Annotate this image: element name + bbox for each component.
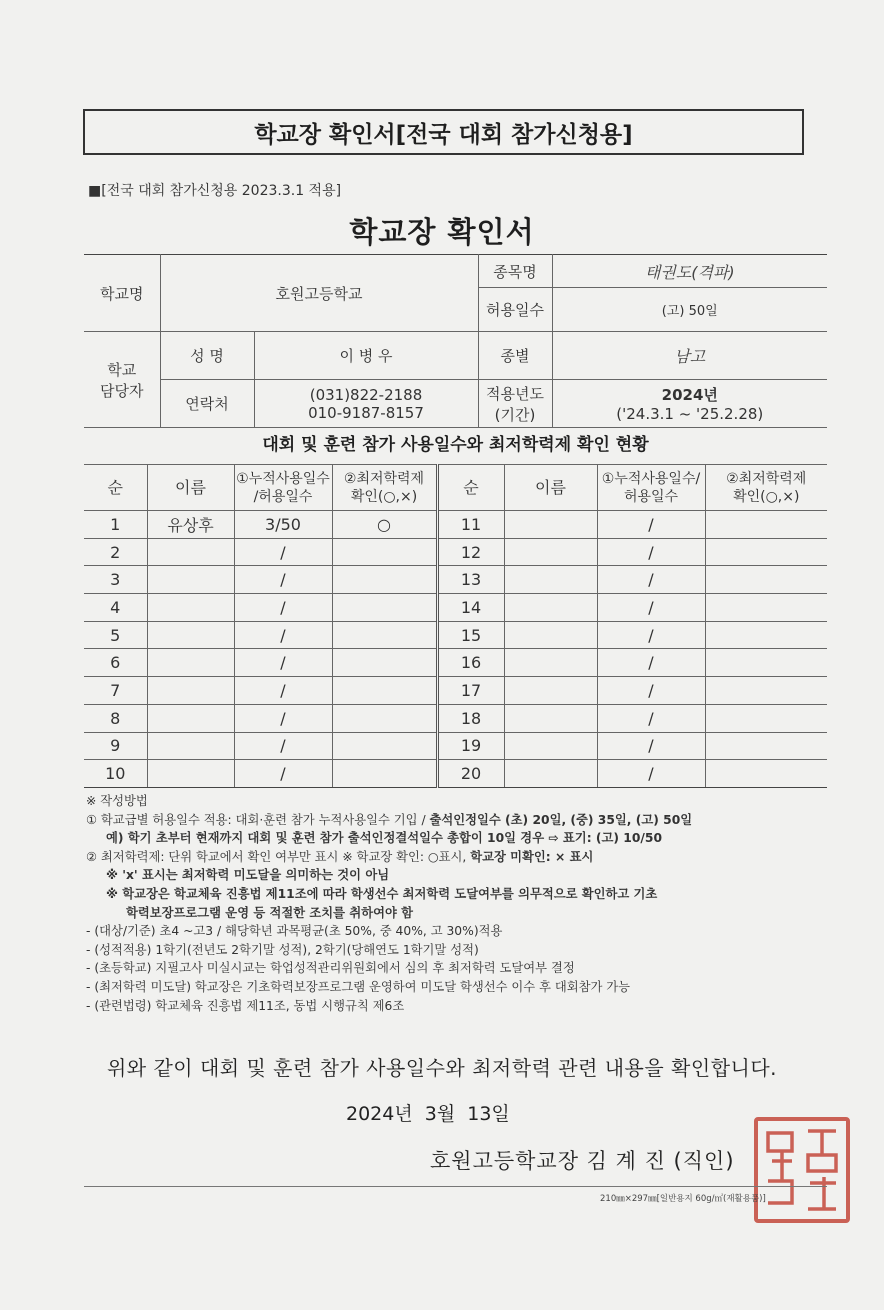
academic-check-right: [705, 677, 827, 705]
academic-check: [332, 677, 437, 705]
school-label: 학교명: [84, 255, 160, 332]
year-label: [478, 380, 552, 428]
days-used: 3/50: [234, 511, 332, 539]
staff-label-line2: 담당자: [100, 381, 144, 400]
student-name-right: [504, 649, 597, 677]
days-used: /: [234, 704, 332, 732]
row-number: 7: [84, 677, 147, 705]
days-used-right: /: [597, 621, 705, 649]
row-number: 5: [84, 621, 147, 649]
header-academic-line1: ②최저학력제: [343, 470, 425, 487]
student-name: [147, 732, 234, 760]
days-used-right: /: [597, 704, 705, 732]
row-number: 8: [84, 704, 147, 732]
row-number: 9: [84, 732, 147, 760]
student-name: [147, 538, 234, 566]
row-number: 3: [84, 566, 147, 594]
school-value: 호원고등학교: [160, 255, 478, 332]
academic-check: [332, 760, 437, 788]
student-name: [147, 621, 234, 649]
academic-check-right: [705, 594, 827, 622]
days-used: /: [234, 566, 332, 594]
year-value-cell: [552, 380, 827, 428]
days-used: /: [234, 732, 332, 760]
academic-check: [332, 732, 437, 760]
row-number: 10: [84, 760, 147, 788]
allowed-days-value: (고) 50일: [552, 288, 827, 332]
table-row: [84, 511, 827, 539]
student-name-right: [504, 760, 597, 788]
academic-check: [332, 621, 437, 649]
year-value: 2024년: [661, 386, 718, 404]
instruction-4-cont: 학력보장프로그램 운영 등 적절한 조치를 취하여야 함: [126, 905, 414, 920]
student-name-right: [504, 704, 597, 732]
student-name: 유상후: [147, 511, 234, 539]
detail-5: - (관련법령) 학교체육 진흥법 제11조, 동법 시행규칙 제6조: [86, 998, 405, 1013]
student-name: [147, 704, 234, 732]
seal-pattern-icon: [758, 1121, 846, 1219]
header-days-right: [597, 465, 705, 511]
days-used-right: /: [597, 538, 705, 566]
instructions: [86, 792, 826, 1015]
detail-4: - (최저학력 미도달) 학교장은 기초학력보장프로그램 운영하여 미도달 학생선수 이수 후 대회참가 가능: [86, 979, 631, 994]
allowed-days-label: 허용일수: [478, 288, 552, 332]
footer-divider: [84, 1186, 827, 1187]
days-used: /: [234, 594, 332, 622]
academic-check-right: [705, 621, 827, 649]
row-number-right: 11: [437, 511, 504, 539]
official-seal-icon: [754, 1117, 850, 1223]
instruction-1-text: ① 학교급별 허용일수 적용: 대회·훈련 참가 누적사용일수 기입 /: [86, 812, 430, 827]
days-used: /: [234, 677, 332, 705]
staff-label-line1: 학교: [107, 360, 137, 379]
table-row: [84, 566, 827, 594]
academic-check-right: [705, 649, 827, 677]
header-academic-right: [705, 465, 827, 511]
header-academic-right-line1: ②최저학력제: [726, 470, 807, 487]
header-name-right: 이름: [504, 465, 597, 511]
days-used-right: /: [597, 760, 705, 788]
header-no: 순: [84, 465, 147, 511]
header-name: 이름: [147, 465, 234, 511]
instruction-1: [86, 811, 826, 830]
row-number: 2: [84, 538, 147, 566]
instruction-2: [86, 848, 826, 867]
phone-1: (031)822-2188: [309, 385, 423, 404]
academic-check-right: [705, 538, 827, 566]
instruction-2-bold: 학교장 미확인: × 표시: [470, 849, 594, 864]
info-table: [84, 254, 827, 428]
sport-label: 종목명: [478, 255, 552, 288]
student-name: [147, 760, 234, 788]
academic-check-right: [705, 566, 827, 594]
detail-2: - (성적적용) 1학기(전년도 2학기말 성적), 2학기(당해연도 1학기말 성적): [86, 942, 479, 957]
paper-spec: 210㎜×297㎜[일반용지 60g/㎡(재활용품)]: [600, 1194, 766, 1204]
academic-check-right: [705, 704, 827, 732]
student-name-right: [504, 677, 597, 705]
document-header-box: [83, 109, 804, 155]
document-header-title: 학교장 확인서[전국 대회 참가신청용]: [254, 121, 633, 148]
student-name: [147, 649, 234, 677]
row-number-right: 13: [437, 566, 504, 594]
sport-value: 태권도(격파): [552, 255, 827, 288]
days-used-right: /: [597, 732, 705, 760]
period-value: ('24.3.1 ~ '25.2.28): [616, 405, 764, 423]
student-name: [147, 594, 234, 622]
student-name-right: [504, 538, 597, 566]
page-title: 학교장 확인서: [349, 215, 535, 249]
table-row: [84, 677, 827, 705]
academic-check-right: [705, 760, 827, 788]
row-number-right: 15: [437, 621, 504, 649]
year-label-line1: 적용년도: [486, 384, 544, 403]
gender-label: 종별: [478, 332, 552, 380]
table-row: [84, 704, 827, 732]
row-number-right: 19: [437, 732, 504, 760]
gender-value: 남고: [552, 332, 827, 380]
header-academic-line2: 확인(○,×): [350, 488, 418, 505]
table-row: [84, 649, 827, 677]
academic-check-right: [705, 732, 827, 760]
student-name-right: [504, 566, 597, 594]
academic-check: [332, 704, 437, 732]
staff-label: [84, 332, 160, 428]
days-used: /: [234, 621, 332, 649]
header-no-right: 순: [437, 465, 504, 511]
student-name-right: [504, 621, 597, 649]
table-row: [84, 732, 827, 760]
student-name-right: [504, 732, 597, 760]
days-used-right: /: [597, 511, 705, 539]
header-days: [234, 465, 332, 511]
days-used-right: /: [597, 566, 705, 594]
days-used-right: /: [597, 649, 705, 677]
row-number-right: 14: [437, 594, 504, 622]
days-used: /: [234, 538, 332, 566]
section-title: 대회 및 훈련 참가 사용일수와 최저학력제 확인 현황: [262, 435, 649, 455]
instruction-3: ※ 'x' 표시는 최저학력 미도달을 의미하는 것이 아님: [106, 868, 390, 883]
principal-signature: 호원고등학교장 김 계 진 (직인): [430, 1149, 735, 1173]
student-name-right: [504, 511, 597, 539]
row-number-right: 12: [437, 538, 504, 566]
days-used: /: [234, 649, 332, 677]
name-label: 성 명: [160, 332, 254, 380]
contact-value: [254, 380, 478, 428]
student-name: [147, 677, 234, 705]
name-value: 이 병 우: [254, 332, 478, 380]
row-number: 1: [84, 511, 147, 539]
academic-check: [332, 538, 437, 566]
row-number-right: 16: [437, 649, 504, 677]
academic-check: ○: [332, 511, 437, 539]
issue-date: 2024년 3월 13일: [346, 1103, 510, 1125]
form-version-note: ■[전국 대회 참가신청용 2023.3.1 적용]: [88, 183, 342, 199]
header-academic-right-line2: 확인(○,×): [733, 488, 800, 505]
academic-check: [332, 649, 437, 677]
year-label-line2: (기간): [494, 405, 536, 424]
academic-check: [332, 566, 437, 594]
header-academic: [332, 465, 437, 511]
table-row: [84, 760, 827, 788]
instruction-1-bold: 출석인정일수 (초) 20일, (중) 35일, (고) 50일: [429, 812, 693, 827]
academic-check: [332, 594, 437, 622]
instruction-1-example: 예) 학기 초부터 현재까지 대회 및 훈련 참가 출석인정결석일수 총합이 10일 경우 ⇨ 표기: (고) 10/50: [106, 831, 663, 846]
table-row: [84, 621, 827, 649]
contact-label: 연락처: [160, 380, 254, 428]
days-used-right: /: [597, 677, 705, 705]
phone-2: 010-9187-8157: [308, 403, 424, 422]
instructions-heading: ※ 작성방법: [86, 794, 148, 808]
table-row: [84, 594, 827, 622]
table-row: [84, 538, 827, 566]
row-number: 4: [84, 594, 147, 622]
detail-1: - (대상/기준) 초4 ~고3 / 해당학년 과목평균(초 50%, 중 40%, 고 30%)적용: [86, 924, 503, 939]
header-days-line2: /허용일수: [253, 488, 313, 505]
instruction-4: ※ 학교장은 학교체육 진흥법 제11조에 따라 학생선수 최저학력 도달여부를 의무적으로 확인하고 기초: [106, 886, 658, 901]
row-number-right: 17: [437, 677, 504, 705]
row-number-right: 20: [437, 760, 504, 788]
usage-table: [84, 464, 827, 788]
student-name-right: [504, 594, 597, 622]
student-name: [147, 566, 234, 594]
days-used-right: /: [597, 594, 705, 622]
confirmation-statement: 위와 같이 대회 및 훈련 참가 사용일수와 최저학력 관련 내용을 확인합니다.: [106, 1056, 778, 1080]
days-used: /: [234, 760, 332, 788]
instruction-2-text: ② 최저학력제: 단위 학교에서 확인 여부만 표시 ※ 학교장 확인: ○표시,: [86, 849, 471, 864]
detail-3: - (초등학교) 지필고사 미실시교는 학업성적관리위원회에서 심의 후 최저학력 도달여부 결정: [86, 961, 575, 976]
academic-check-right: [705, 511, 827, 539]
row-number-right: 18: [437, 704, 504, 732]
row-number: 6: [84, 649, 147, 677]
header-days-line1: ①누적사용일수: [236, 470, 330, 487]
header-days-right-line2: 허용일수: [623, 488, 679, 505]
header-days-right-line1: ①누적사용일수/: [601, 470, 701, 487]
